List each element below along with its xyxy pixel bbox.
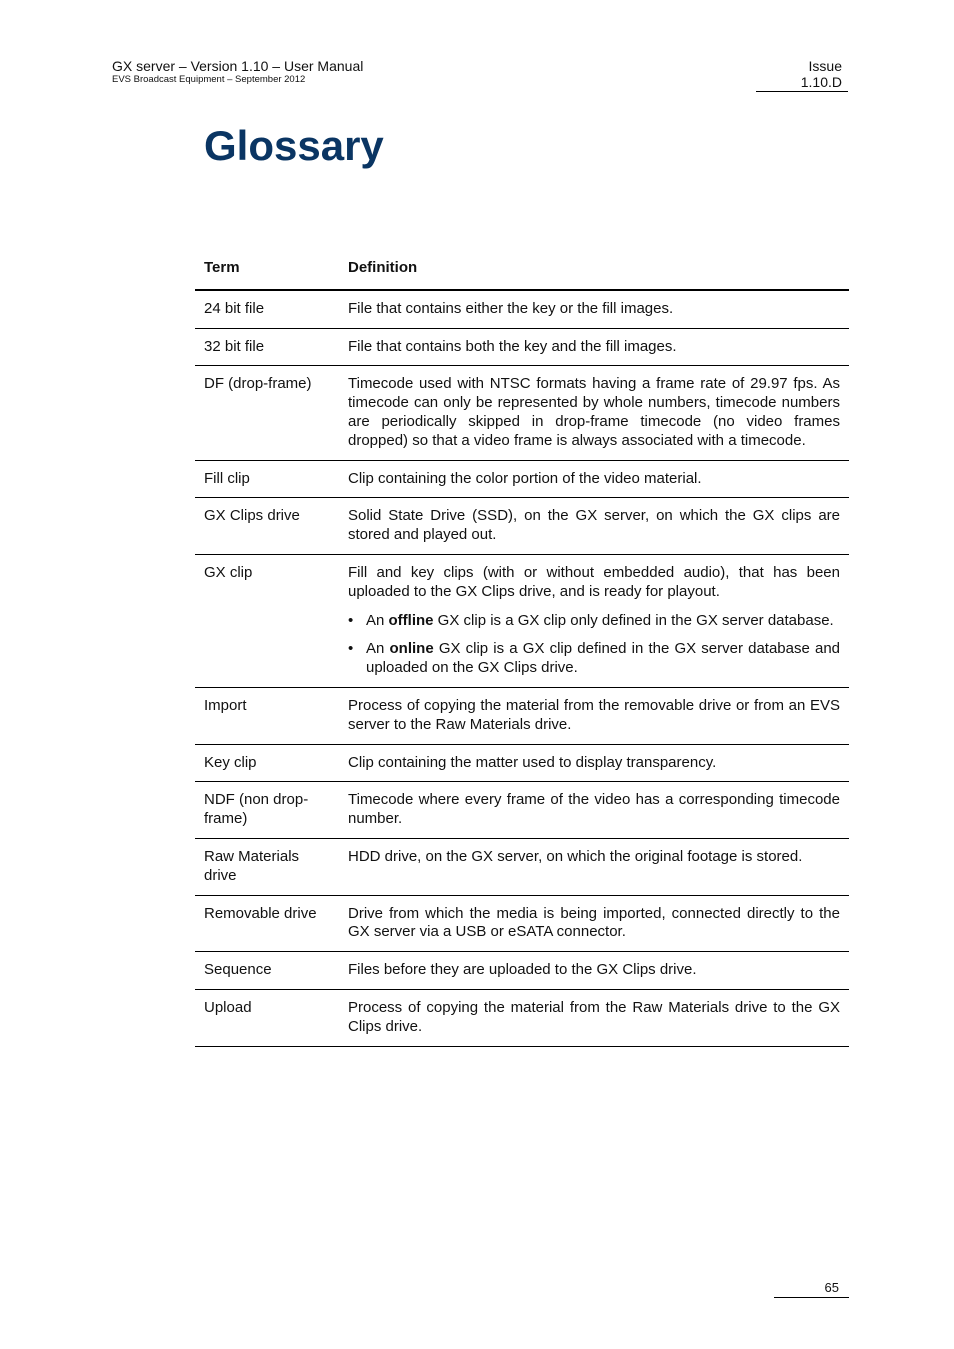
glossary-definition-cell: [339, 460, 849, 498]
table-row: [195, 290, 849, 328]
glossary-definition-cell: [339, 290, 849, 328]
glossary-definition: Timecode where every frame of the video has a corresponding timecode number.: [348, 791, 840, 828]
table-row: [195, 952, 849, 990]
list-item: [348, 640, 840, 678]
table-row: [195, 782, 849, 839]
manual-title: GX server – Version 1.10 – User Manual: [112, 58, 364, 74]
bullet-text: GX clip is a GX clip only defined in the GX server database.: [433, 611, 834, 629]
glossary-term: Fill clip: [195, 460, 339, 498]
table-row: [195, 989, 849, 1046]
running-header: [112, 58, 363, 86]
glossary-definition-cell: [339, 838, 849, 895]
bullet-icon: •: [348, 640, 354, 658]
table-row: [195, 838, 849, 895]
glossary-term: 24 bit file: [195, 290, 339, 328]
glossary-term: GX Clips drive: [195, 498, 339, 555]
glossary-term: GX clip: [195, 554, 339, 687]
table-row: [195, 328, 849, 366]
glossary-definition-cell: [339, 952, 849, 990]
bullet-emphasis: offline: [388, 611, 434, 629]
glossary-definition: HDD drive, on the GX server, on which the original footage is stored.: [348, 847, 803, 865]
glossary-term: Removable drive: [195, 895, 339, 952]
bullet-emphasis: online: [389, 640, 434, 658]
glossary-definition: Fill and key clips (with or without embedded audio), that has been uploaded to the GX Clips drive, and is ready for playout.: [348, 563, 840, 600]
glossary-term: Sequence: [195, 952, 339, 990]
glossary-definition: Process of copying the material from the Raw Materials drive to the GX Clips drive.: [348, 998, 840, 1035]
glossary-term: 32 bit file: [195, 328, 339, 366]
bullet-text: GX clip is a GX clip defined in the GX server database and uploaded on the GX Clips drive.: [366, 640, 840, 677]
glossary-definition: Process of copying the material from the removable drive or from an EVS server to the Raw Materials drive.: [348, 696, 840, 733]
glossary-term: NDF (non drop-frame): [195, 782, 339, 839]
glossary-definition: File that contains both the key and the fill images.: [348, 337, 677, 355]
glossary-definition: Solid State Drive (SSD), on the GX server, on which the GX clips are stored and played out.: [348, 507, 840, 544]
page-number: 65: [824, 1280, 839, 1295]
glossary-definition: File that contains either the key or the fill images.: [348, 299, 674, 317]
list-item: [348, 612, 840, 631]
glossary-term: DF (drop-frame): [195, 366, 339, 460]
bullet-icon: •: [348, 611, 354, 629]
glossary-table: [195, 251, 849, 1047]
table-row: [195, 460, 849, 498]
glossary-definition-cell: [339, 895, 849, 952]
bullet-text-lead: An: [366, 611, 389, 629]
page-title: Glossary: [204, 122, 384, 169]
glossary-term: Key clip: [195, 744, 339, 782]
table-row: [195, 744, 849, 782]
glossary-definition-cell: [339, 366, 849, 460]
glossary-term: Upload: [195, 989, 339, 1046]
issue-block: [756, 58, 848, 92]
glossary-definition: Clip containing the color portion of the video material.: [348, 469, 702, 487]
glossary-definition: Timecode used with NTSC formats having a frame rate of 29.97 fps. As timecode can only be represented by whole numbers, timecode numbers are periodically skipped in drop-frame timecode (no video frames dropped) so that a video frame is always associated with a timecode.: [348, 375, 840, 449]
glossary-definition-cell: [339, 744, 849, 782]
glossary-definition-cell: [339, 782, 849, 839]
glossary-definition: Drive from which the media is being imported, connected directly to the GX server via a USB or eSATA connector.: [348, 904, 840, 941]
issue-label: Issue: [808, 58, 842, 74]
table-row: [195, 687, 849, 744]
glossary-term: Import: [195, 687, 339, 744]
page-footer: [774, 1280, 849, 1298]
bullet-text-lead: An: [366, 640, 390, 658]
glossary-body: [195, 290, 849, 1046]
column-header-definition: Definition: [339, 251, 849, 290]
definition-bullet-list: [348, 612, 840, 678]
publisher-date: EVS Broadcast Equipment – September 2012: [112, 74, 306, 85]
table-row: [195, 895, 849, 952]
table-header-row: [195, 251, 849, 290]
table-row: [195, 554, 849, 687]
column-header-term: Term: [195, 251, 339, 290]
glossary-definition: Clip containing the matter used to display transparency.: [348, 753, 717, 771]
issue-number: 1.10.D: [800, 74, 842, 90]
glossary-definition: Files before they are uploaded to the GX Clips drive.: [348, 961, 697, 979]
glossary-definition-cell: [339, 989, 849, 1046]
table-row: [195, 498, 849, 555]
glossary-definition-cell: [339, 554, 849, 687]
table-row: [195, 366, 849, 460]
glossary-definition-cell: [339, 498, 849, 555]
glossary-definition-cell: [339, 328, 849, 366]
glossary-term: Raw Materials drive: [195, 838, 339, 895]
glossary-definition-cell: [339, 687, 849, 744]
